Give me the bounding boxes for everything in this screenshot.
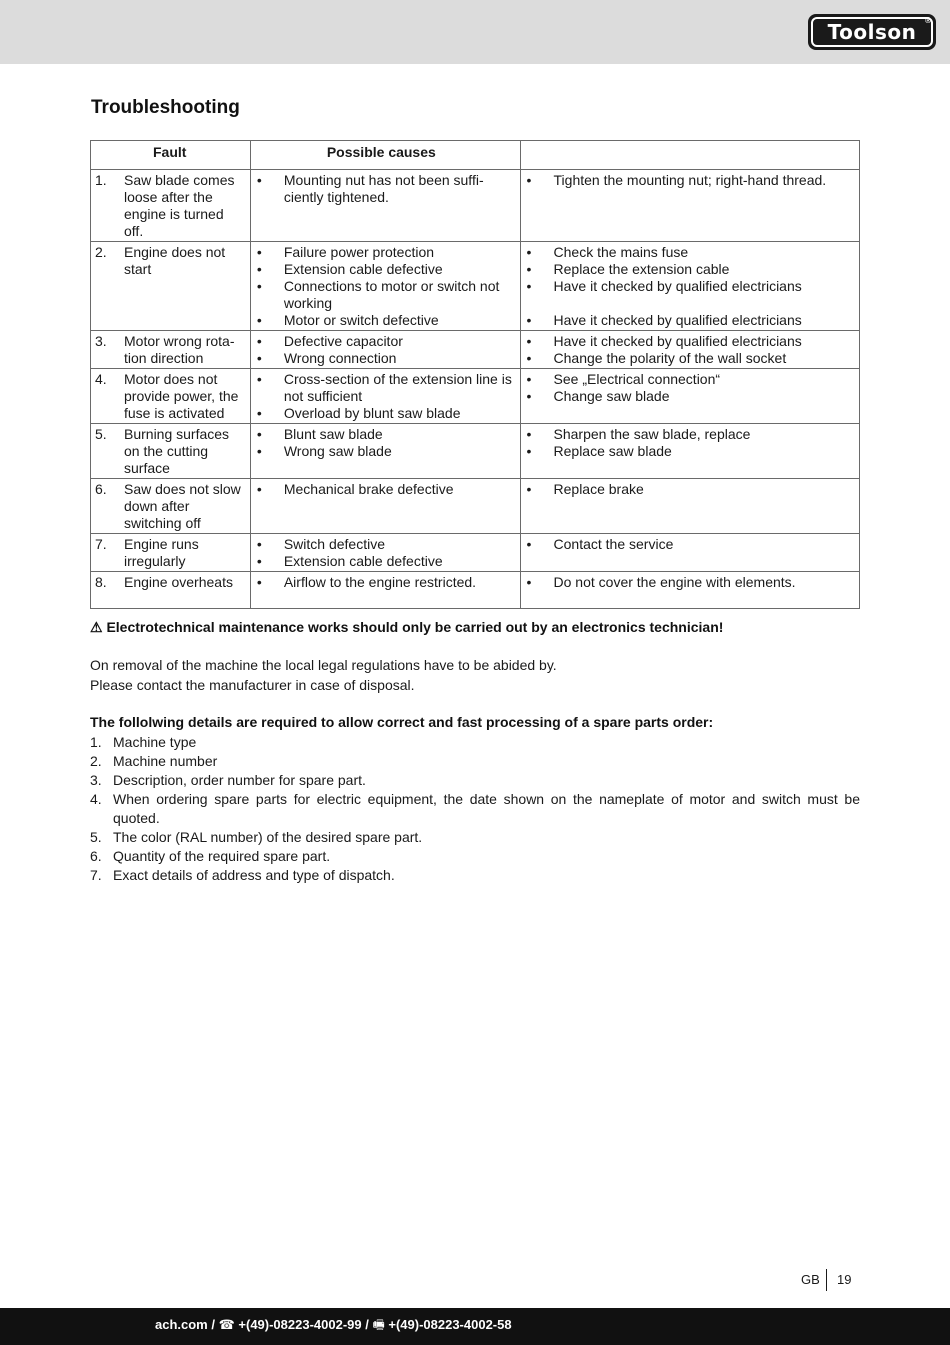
remedy-text: Replace saw blade — [553, 443, 672, 459]
page-divider — [826, 1269, 827, 1291]
table-row — [91, 369, 860, 424]
fault-entry — [95, 574, 246, 591]
cause-text: Wrong connection — [283, 350, 397, 366]
fault-number: 8. — [95, 574, 107, 590]
fault-cell — [91, 170, 251, 242]
bullet: • — [256, 312, 262, 328]
list-item — [90, 752, 860, 771]
header-remedy — [520, 141, 859, 170]
list-item — [90, 866, 860, 885]
list-number: 3. — [90, 772, 102, 788]
fault-text: Saw blade comes loose after the engine is turned off. — [124, 172, 235, 239]
remedy-item — [527, 244, 855, 261]
warning-triangle-icon: ⚠ — [90, 619, 103, 635]
list-number: 1. — [90, 734, 102, 750]
brand-name: Toolson — [827, 20, 917, 44]
remedy-text: Check the mains fuse — [553, 244, 689, 260]
table-row — [91, 170, 860, 242]
list-number: 4. — [90, 791, 102, 807]
remedies-cell — [520, 170, 859, 242]
fault-entry — [95, 536, 246, 570]
fault-text: Motor wrong rota-tion direction — [124, 333, 235, 366]
bullet: • — [256, 574, 262, 590]
list-item — [90, 790, 860, 828]
cause-text: Cross-section of the extension line is not sufficient — [283, 371, 512, 404]
fault-entry — [95, 426, 246, 477]
list-text: When ordering spare parts for electric equipment, the date shown on the nameplate of motor and switch must be quoted. — [113, 791, 860, 826]
fault-entry — [95, 371, 246, 422]
table-row — [91, 424, 860, 479]
footer-fax: +(49)-08223-4002-58 — [384, 1317, 512, 1332]
list-item — [90, 771, 860, 790]
causes-cell — [250, 424, 520, 479]
fault-number: 7. — [95, 536, 107, 552]
fault-number: 3. — [95, 333, 107, 349]
bullet: • — [256, 244, 262, 260]
bullet: • — [256, 553, 262, 569]
cause-text: Airflow to the engine restricted. — [283, 574, 477, 590]
page-number: 19 — [837, 1272, 852, 1287]
bullet: • — [256, 481, 262, 497]
footer-phone: +(49)-08223-4002-99 / — [234, 1317, 373, 1332]
fault-text: Saw does not slow down after switching off — [124, 481, 241, 531]
header-possible-causes: Possible causes — [250, 141, 520, 170]
bullet: • — [526, 333, 532, 349]
cause-item — [257, 261, 516, 278]
cause-text: Mechanical brake defective — [283, 481, 454, 497]
cause-item — [257, 405, 516, 422]
remedies-cell — [520, 369, 859, 424]
cause-item — [257, 312, 516, 329]
footer-contact — [155, 1316, 512, 1338]
remedies-cell — [520, 242, 859, 331]
fault-cell — [91, 369, 251, 424]
list-text: Machine type — [113, 734, 197, 750]
remedy-item — [527, 574, 855, 591]
bullet: • — [526, 536, 532, 552]
cause-item — [257, 443, 516, 460]
remedy-text: Have it checked by qualified electricians — [553, 312, 802, 328]
registered-mark: ® — [924, 16, 932, 25]
cause-item — [257, 333, 516, 350]
remedy-text: Change the polarity of the wall socket — [553, 350, 787, 366]
cause-text: Motor or switch defective — [283, 312, 439, 328]
remedy-item — [527, 278, 855, 295]
cause-text: Failure power protection — [283, 244, 435, 260]
bullet: • — [526, 172, 532, 188]
bullet: • — [256, 350, 262, 366]
list-text: Exact details of address and type of dispatch. — [113, 867, 395, 883]
table-row — [91, 572, 860, 609]
cause-text: Overload by blunt saw blade — [283, 405, 461, 421]
causes-cell — [250, 170, 520, 242]
cause-item — [257, 574, 516, 591]
remedy-item — [527, 536, 855, 553]
bullet: • — [256, 172, 262, 188]
table-row — [91, 242, 860, 331]
fault-cell — [91, 242, 251, 331]
cause-item — [257, 350, 516, 367]
fault-number: 1. — [95, 172, 107, 188]
cause-item — [257, 278, 516, 312]
remedies-cell — [520, 331, 859, 369]
remedy-item — [527, 350, 855, 367]
bullet: • — [526, 426, 532, 442]
fault-cell — [91, 479, 251, 534]
bullet: • — [256, 536, 262, 552]
header-fault: Fault — [91, 141, 251, 170]
remedy-text: Replace the extension cable — [553, 261, 730, 277]
remedy-item — [527, 481, 855, 498]
fault-text: Engine does not start — [124, 244, 226, 277]
remedies-cell — [520, 479, 859, 534]
bullet: • — [526, 278, 532, 294]
spare-parts-list — [90, 733, 860, 885]
remedy-text: Do not cover the engine with elements. — [553, 574, 796, 590]
fault-cell — [91, 424, 251, 479]
fault-number: 4. — [95, 371, 107, 387]
causes-cell — [250, 331, 520, 369]
causes-cell — [250, 572, 520, 609]
remedy-item — [527, 426, 855, 443]
fault-text: Engine runs irregularly — [124, 536, 199, 569]
bullet: • — [256, 261, 262, 277]
remedy-text: Sharpen the saw blade, replace — [553, 426, 751, 442]
remedy-item — [527, 333, 855, 350]
causes-cell — [250, 534, 520, 572]
table-header-row — [91, 141, 860, 170]
spare-parts-heading: The follolwing details are required to allow correct and fast processing of a spare parts order: — [90, 714, 714, 730]
causes-cell — [250, 369, 520, 424]
remedy-item — [527, 312, 855, 329]
bullet: • — [256, 426, 262, 442]
list-number: 7. — [90, 867, 102, 883]
fault-cell — [91, 534, 251, 572]
line-spacer — [527, 295, 855, 312]
brand-logo — [808, 14, 936, 50]
fault-entry — [95, 333, 246, 367]
cause-text: Mounting nut has not been suffi-ciently tightened. — [283, 172, 484, 205]
table-body — [91, 170, 860, 609]
fault-number: 6. — [95, 481, 107, 497]
fault-cell — [91, 331, 251, 369]
bullet: • — [256, 371, 262, 387]
remedy-item — [527, 443, 855, 460]
remedy-text: See „Electrical connection“ — [553, 371, 721, 387]
list-number: 5. — [90, 829, 102, 845]
bullet: • — [256, 405, 262, 421]
table-row — [91, 534, 860, 572]
cause-text: Wrong saw blade — [283, 443, 392, 459]
bullet: • — [526, 574, 532, 590]
remedies-cell — [520, 534, 859, 572]
list-text: The color (RAL number) of the desired spare part. — [113, 829, 423, 845]
disposal-line-1: On removal of the machine the local legal regulations have to be abided by. — [90, 657, 557, 673]
disposal-line-2: Please contact the manufacturer in case of disposal. — [90, 677, 415, 693]
fault-text: Burning surfaces on the cutting surface — [124, 426, 230, 476]
list-number: 2. — [90, 753, 102, 769]
bullet: • — [256, 443, 262, 459]
list-item — [90, 847, 860, 866]
list-item — [90, 828, 860, 847]
fault-text: Engine overheats — [124, 574, 233, 590]
fault-cell — [91, 572, 251, 609]
bullet: • — [256, 333, 262, 349]
cause-text: Defective capacitor — [283, 333, 403, 349]
bullet: • — [526, 388, 532, 404]
remedy-text: Have it checked by qualified electricians — [553, 333, 802, 349]
fault-number: 5. — [95, 426, 107, 442]
fault-text: Motor does not provide power, the fuse is activated — [124, 371, 239, 421]
warning-text: Electrotechnical maintenance works should only be carried out by an electronics technician! — [106, 619, 724, 635]
bullet: • — [526, 244, 532, 260]
list-text: Description, order number for spare part. — [113, 772, 366, 788]
cause-text: Switch defective — [283, 536, 386, 552]
remedy-item — [527, 388, 855, 405]
bullet: • — [256, 278, 262, 294]
fault-entry — [95, 481, 246, 532]
bullet: • — [526, 312, 532, 328]
fault-number: 2. — [95, 244, 107, 260]
cause-text: Extension cable defective — [283, 553, 443, 569]
remedy-text: Contact the service — [553, 536, 674, 552]
remedy-text: Tighten the mounting nut; right-hand thread. — [553, 172, 827, 188]
cause-item — [257, 536, 516, 553]
list-text: Quantity of the required spare part. — [113, 848, 331, 864]
remedies-cell — [520, 424, 859, 479]
cause-item — [257, 244, 516, 261]
cause-item — [257, 426, 516, 443]
list-text: Machine number — [113, 753, 218, 769]
cause-item — [257, 553, 516, 570]
remedy-text: Change saw blade — [553, 388, 670, 404]
footer-web: ach.com / — [155, 1317, 219, 1332]
table-row — [91, 331, 860, 369]
fax-icon: 🖷 — [372, 1317, 385, 1332]
table-row — [91, 479, 860, 534]
warning-note — [90, 619, 723, 636]
cause-item — [257, 172, 516, 206]
page-title: Troubleshooting — [91, 97, 240, 118]
phone-icon: ☎ — [218, 1317, 235, 1332]
remedy-item — [527, 261, 855, 278]
remedy-item — [527, 371, 855, 388]
fault-entry — [95, 172, 246, 240]
cause-item — [257, 371, 516, 405]
remedy-text: Replace brake — [553, 481, 644, 497]
list-number: 6. — [90, 848, 102, 864]
troubleshooting-table — [90, 140, 860, 609]
bullet: • — [526, 443, 532, 459]
remedy-text: Have it checked by qualified electricians — [553, 278, 802, 294]
causes-cell — [250, 242, 520, 331]
bullet: • — [526, 261, 532, 277]
remedies-cell — [520, 572, 859, 609]
remedy-item — [527, 172, 855, 189]
cause-text: Connections to motor or switch not working — [283, 278, 500, 311]
bullet: • — [526, 371, 532, 387]
fault-entry — [95, 244, 246, 278]
bullet: • — [526, 350, 532, 366]
cause-text: Extension cable defective — [283, 261, 443, 277]
cause-text: Blunt saw blade — [283, 426, 383, 442]
bullet: • — [526, 481, 532, 497]
language-label: GB — [801, 1272, 820, 1287]
cause-item — [257, 481, 516, 498]
list-item — [90, 733, 860, 752]
causes-cell — [250, 479, 520, 534]
